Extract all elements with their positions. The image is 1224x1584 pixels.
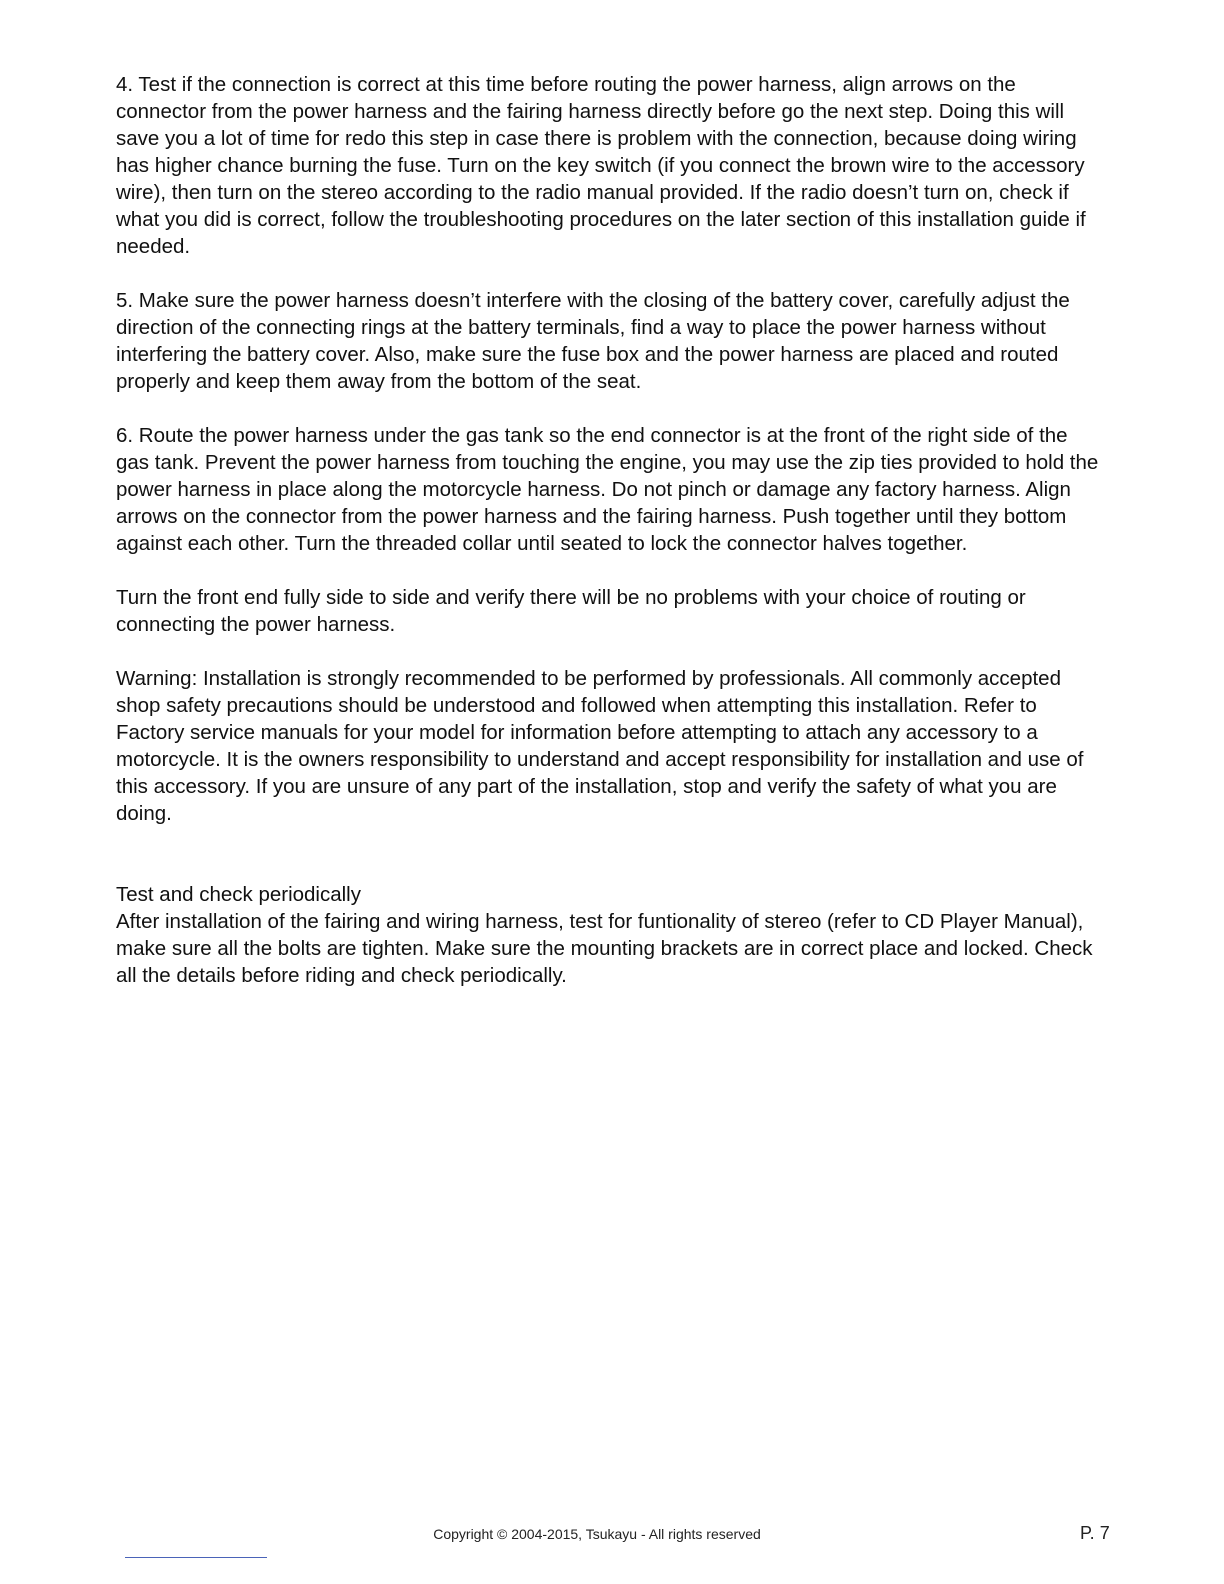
step-4-paragraph: 4. Test if the connection is correct at this time before routing the power harness, align arrows on the connector from the power harness and the fairing harness directly before go the next step. Doing this will save you a lot of time for redo this step in case there is problem with the connection, because doing wiring has higher chance burning the fuse. Turn on the key switch (if you connect the brown wire to the accessory wire), then turn on the stereo according to the radio manual provided. If the radio doesn’t turn on, check if what you did is correct, follow the troubleshooting procedures on the later section of this installation guide if needed.	[116, 73, 1086, 258]
step-5-paragraph: 5. Make sure the power harness doesn’t interfere with the closing of the battery cover, carefully adjust the direction of the connecting rings at the battery terminals, find a way to place the power harness without interfering the battery cover. Also, make sure the fuse box and the power harness are placed and routed properly and keep them away from the bottom of the seat.	[116, 289, 1070, 393]
front-end-check-paragraph: Turn the front end fully side to side and verify there will be no problems with your choice of routing or connecting the power harness.	[116, 586, 1026, 636]
page-body	[116, 71, 1100, 989]
page-number: P. 7	[1080, 1523, 1110, 1543]
footer-copyright: Copyright © 2004-2015, Tsukayu - All rights reserved	[433, 1526, 761, 1542]
step-6-paragraph: 6. Route the power harness under the gas tank so the end connector is at the front of the right side of the gas tank. Prevent the power harness from touching the engine, you may use the zip ties provided to hold the power harness in place along the motorcycle harness. Do not pinch or damage any factory harness. Align arrows on the connector from the power harness and the fairing harness. Push together until they bottom against each other. Turn the threaded collar until seated to lock the connector halves together.	[116, 424, 1099, 555]
section-spacer	[116, 854, 1100, 881]
test-section-title: Test and check periodically	[116, 883, 361, 906]
test-section-body: After installation of the fairing and wiring harness, test for funtionality of stereo (refer to CD Player Manual), make sure all the bolts are tighten. Make sure the mounting brackets are in correct place and locked. Check all the details before riding and check periodically.	[116, 910, 1093, 987]
test-section	[116, 881, 1100, 989]
warning-paragraph: Warning: Installation is strongly recommended to be performed by professionals. All commonly accepted shop safety precautions should be understood and followed when attempting this installation. Refer to Factory service manuals for your model for information before attempting to attach any accessory to a motorcycle. It is the owners responsibility to understand and accept responsibility for installation and use of this accessory. If you are unsure of any part of the installation, stop and verify the safety of what you are doing.	[116, 667, 1084, 825]
footer-divider	[125, 1557, 267, 1558]
